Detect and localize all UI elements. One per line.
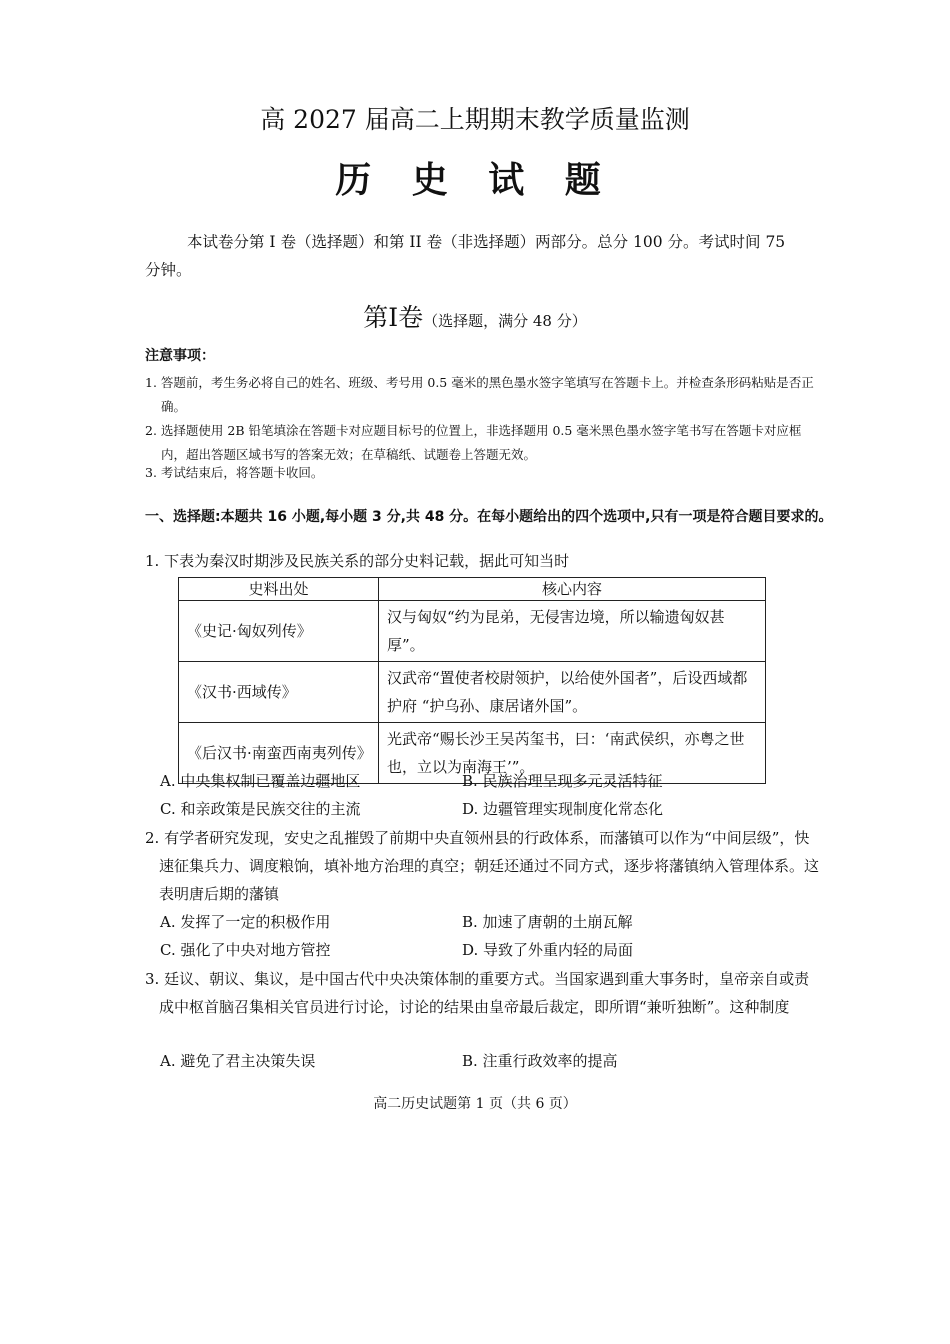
table-cell: 汉与匈奴“约为昆弟，无侵害边境，所以输遗匈奴甚厚”。 xyxy=(379,601,766,662)
section-title: 第Ⅰ卷 xyxy=(363,303,424,332)
part-heading: 一、选择题:本题共 16 小题,每小题 3 分,共 48 分。在每小题给出的四个选项中,只有一项是符合题目要求的。 xyxy=(145,509,833,525)
intro-text: 本试卷分第 I 卷（选择题）和第 II 卷（非选择题）两部分。总分 100 分。考试时间 75 分钟。 xyxy=(145,233,786,279)
q2-option-c: C. 强化了中央对地方管控 xyxy=(160,941,331,959)
q3-option-a: A. 避免了君主决策失误 xyxy=(160,1052,316,1070)
question-2-stem: 2. 有学者研究发现，安史之乱摧毁了前期中央直领州县的行政体系，而藩镇可以作为“中间层级”，快速征集兵力、调度粮饷，填补地方治理的真空；朝廷还通过不同方式，逐步将藩镇纳入管理体系。这表明唐后期的藩镇 xyxy=(145,829,820,903)
exam-title: 高 2027 届高二上期期末教学质量监测 xyxy=(260,105,690,134)
section-heading xyxy=(0,298,950,334)
notice-title: 注意事项： xyxy=(145,348,215,364)
table-header-row xyxy=(179,578,766,601)
section-subtitle: （选择题，满分 48 分） xyxy=(423,312,587,330)
q2-option-b: B. 加速了唐朝的土崩瓦解 xyxy=(462,913,633,931)
page-footer: 高二历史试题第 1 页（共 6 页） xyxy=(373,1096,577,1112)
table-row xyxy=(179,662,766,723)
notice-item-3: 3. 考试结束后，将答题卡收回。 xyxy=(145,465,324,480)
table-cell: 汉武帝“置使者校尉领护，以给使外国者”，后设西域都护府 “护乌孙、康居诸外国”。 xyxy=(379,662,766,723)
notice-item-2: 2. 选择题使用 2B 铅笔填涂在答题卡对应题目标号的位置上，非选择题用 0.5 毫米黑色墨水签字笔书写在答题卡对应框内，超出答题区域书写的答案无效；在草稿纸、试题卷上答题无效。 xyxy=(145,423,802,462)
source-table xyxy=(178,577,766,784)
table-cell: 《后汉书·南蛮西南夷列传》 xyxy=(179,723,379,784)
q1-option-d: D. 边疆管理实现制度化常态化 xyxy=(462,800,664,818)
question-3-stem: 3. 廷议、朝议、集议，是中国古代中央决策体制的重要方式。当国家遇到重大事务时，皇帝亲自或责成中枢首脑召集相关官员进行讨论，讨论的结果由皇帝最后裁定，即所谓“兼听独断”。这种制度 xyxy=(145,970,810,1016)
q3-option-b: B. 注重行政效率的提高 xyxy=(462,1052,618,1070)
q1-option-b: B. 民族治理呈现多元灵活特征 xyxy=(462,772,663,790)
table-cell: 《史记·匈奴列传》 xyxy=(179,601,379,662)
table-cell: 光武帝“赐长沙王吴芮玺书，曰：‘南武侯织，亦粤之世也，立以为南海王’”。 xyxy=(379,723,766,784)
subject-title: 历 史 试 题 xyxy=(335,159,615,201)
q1-option-c: C. 和亲政策是民族交往的主流 xyxy=(160,800,361,818)
table-row xyxy=(179,601,766,662)
q2-option-a: A. 发挥了一定的积极作用 xyxy=(160,913,331,931)
question-1-stem: 1. 下表为秦汉时期涉及民族关系的部分史料记载，据此可知当时 xyxy=(145,552,570,570)
q1-option-a: A. 中央集权制已覆盖边疆地区 xyxy=(160,772,361,790)
table-header-cell: 核心内容 xyxy=(379,578,766,601)
table-header-cell: 史料出处 xyxy=(179,578,379,601)
table-cell: 《汉书·西域传》 xyxy=(179,662,379,723)
q2-option-d: D. 导致了外重内轻的局面 xyxy=(462,941,634,959)
notice-item-1: 1. 答题前，考生务必将自己的姓名、班级、考号用 0.5 毫米的黑色墨水签字笔填写在答题卡上。并检查条形码粘贴是否正确。 xyxy=(145,375,814,414)
